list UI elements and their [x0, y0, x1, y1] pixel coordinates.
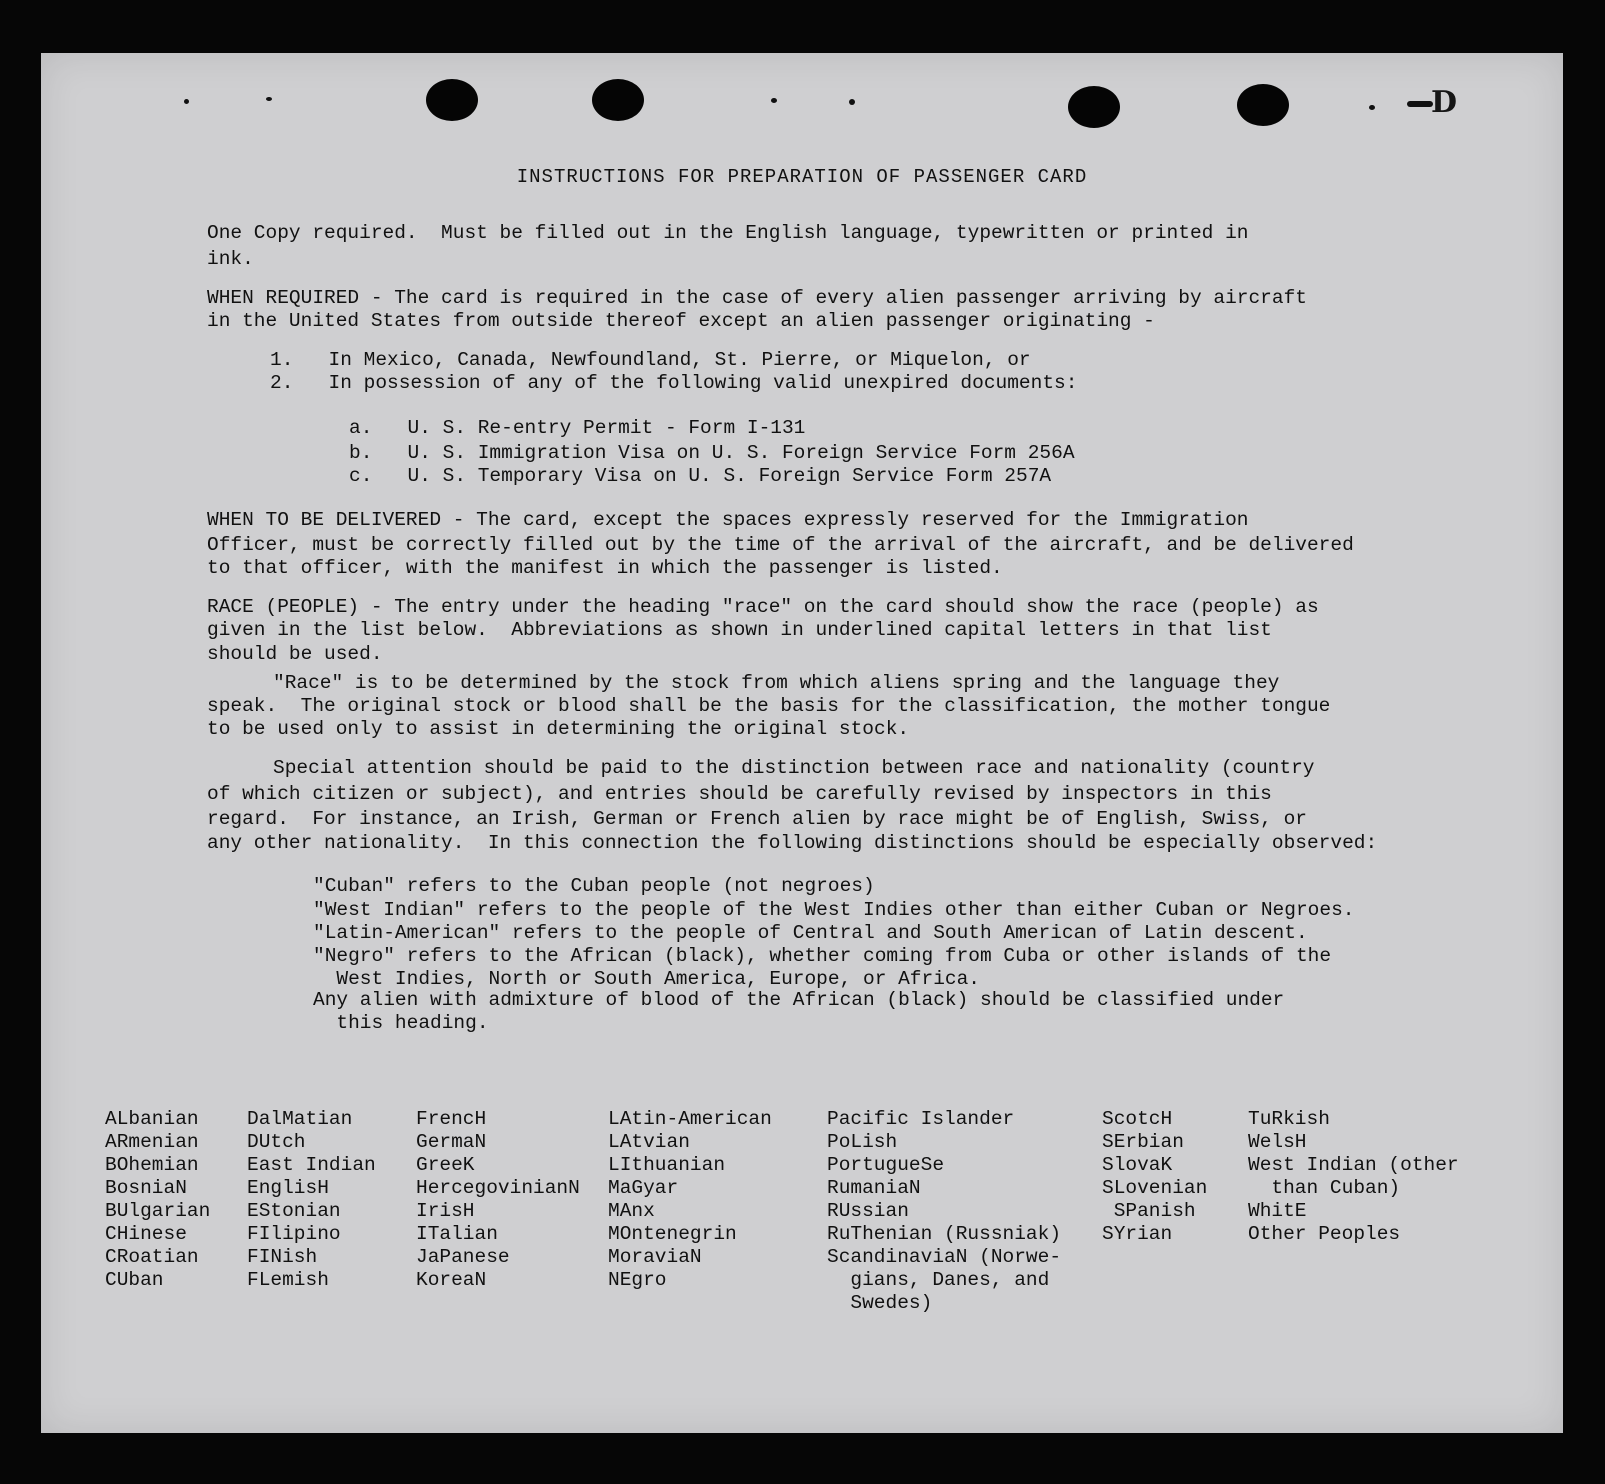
race-entry: LAtin-American	[608, 1108, 772, 1130]
race-entry: HercegovinianN	[416, 1177, 580, 1199]
race-entry: SlovaK	[1102, 1154, 1173, 1176]
race-entry: East Indian	[247, 1154, 376, 1176]
race-entry: SErbian	[1102, 1131, 1184, 1153]
race-entry: ALbanian	[105, 1108, 199, 1130]
paragraph-line: of which citizen or subject), and entries should be carefully revised by inspectors in this	[207, 783, 1272, 805]
race-entry: FIlipino	[247, 1223, 341, 1245]
race-column-7	[1248, 1108, 1459, 1246]
paragraph-line: given in the list below. Abbreviations as shown in underlined capital letters in that list	[207, 619, 1272, 641]
race-list	[105, 1108, 1545, 1338]
race-entry: SPanish	[1102, 1200, 1196, 1222]
race-entry: BosniaN	[105, 1177, 187, 1199]
race-entry: ARmenian	[105, 1131, 199, 1153]
race-entry: Pacific Islander	[827, 1108, 1015, 1130]
race-entry: MAnx	[608, 1200, 655, 1222]
race-column-2	[247, 1108, 376, 1292]
race-entry: FINish	[247, 1246, 318, 1268]
race-entry: WhitE	[1248, 1200, 1307, 1222]
ink-speck	[1407, 101, 1433, 107]
paragraph-line: WHEN REQUIRED - The card is required in the case of every alien passenger arriving by aircraft	[207, 287, 1307, 309]
race-entry: BOhemian	[105, 1154, 199, 1176]
race-entry: FrencH	[416, 1108, 487, 1130]
document-title: INSTRUCTIONS FOR PREPARATION OF PASSENGER CARD	[516, 166, 1088, 188]
race-entry: WelsH	[1248, 1131, 1307, 1153]
race-entry: RUssian	[827, 1200, 909, 1222]
race-entry: LAtvian	[608, 1131, 690, 1153]
paragraph-line: to that officer, with the manifest in which the passenger is listed.	[207, 557, 1003, 579]
race-entry: MaGyar	[608, 1177, 679, 1199]
paragraph-line: "Race" is to be determined by the stock from which aliens spring and the language they	[273, 672, 1280, 694]
race-entry: ITalian	[416, 1223, 498, 1245]
distinction-line: this heading.	[313, 1012, 489, 1034]
race-entry: Other Peoples	[1248, 1223, 1401, 1245]
paragraph-line: RACE (PEOPLE) - The entry under the heading "race" on the card should show the race (people) as	[207, 596, 1319, 618]
sub-list-item: a. U. S. Re-entry Permit - Form I-131	[349, 417, 806, 439]
race-entry: CHinese	[105, 1223, 187, 1245]
distinction-line: "Latin-American" refers to the people of Central and South American of Latin descent.	[313, 922, 1308, 944]
list-item: 2. In possession of any of the following valid unexpired documents:	[270, 372, 1078, 394]
ink-speck	[184, 99, 189, 104]
race-entry: ScotcH	[1102, 1108, 1173, 1130]
race-entry: EnglisH	[247, 1177, 329, 1199]
race-entry: BUlgarian	[105, 1200, 211, 1222]
race-entry: LIthuanian	[608, 1154, 726, 1176]
race-entry: GermaN	[416, 1131, 487, 1153]
race-entry: FLemish	[247, 1269, 329, 1291]
race-entry: CUban	[105, 1269, 164, 1291]
race-entry: IrisH	[416, 1200, 475, 1222]
paragraph-line: ink.	[207, 248, 254, 270]
punch-hole-2	[592, 79, 644, 121]
ink-speck	[1369, 105, 1375, 110]
list-item: 1. In Mexico, Canada, Newfoundland, St. Pierre, or Miquelon, or	[270, 349, 1031, 371]
sub-list-item: b. U. S. Immigration Visa on U. S. Foreign Service Form 256A	[349, 442, 1075, 464]
race-entry: NEgro	[608, 1269, 667, 1291]
race-entry: ScandinaviaN (Norwe-	[827, 1246, 1062, 1268]
race-entry: GreeK	[416, 1154, 475, 1176]
race-entry: JaPanese	[416, 1246, 510, 1268]
paragraph-line: WHEN TO BE DELIVERED - The card, except the spaces expressly reserved for the Immigration	[207, 509, 1249, 531]
race-entry: CRoatian	[105, 1246, 199, 1268]
distinction-line: "Negro" refers to the African (black), whether coming from Cuba or other islands of the	[313, 945, 1332, 967]
race-entry: PoLish	[827, 1131, 898, 1153]
distinction-line: "West Indian" refers to the people of the West Indies other than either Cuban or Negroes.	[313, 899, 1355, 921]
race-column-4	[608, 1108, 772, 1292]
race-entry: PortugueSe	[827, 1154, 945, 1176]
ink-speck	[771, 98, 777, 103]
punch-hole-1	[426, 79, 478, 121]
paragraph-line: One Copy required. Must be filled out in the English language, typewritten or printed in	[207, 222, 1249, 244]
race-entry: West Indian (other	[1248, 1154, 1459, 1176]
race-entry: DalMatian	[247, 1108, 353, 1130]
race-entry: DUtch	[247, 1131, 306, 1153]
race-column-1	[105, 1108, 210, 1292]
race-entry: Swedes)	[827, 1292, 933, 1314]
race-column-3	[416, 1108, 580, 1292]
paragraph-line: in the United States from outside thereof except an alien passenger originating -	[207, 310, 1155, 332]
ink-speck	[849, 99, 855, 105]
distinction-line: "Cuban" refers to the Cuban people (not negroes)	[313, 875, 875, 897]
paragraph-line: regard. For instance, an Irish, German or French alien by race might be of English, Swiss, or	[207, 808, 1307, 830]
race-column-6	[1102, 1108, 1207, 1246]
race-entry: MoraviaN	[608, 1246, 702, 1268]
paragraph-line: should be used.	[207, 643, 383, 665]
handwritten-mark: D	[1431, 85, 1458, 120]
race-entry: than Cuban)	[1248, 1177, 1401, 1199]
paragraph-line: Officer, must be correctly filled out by the time of the arrival of the aircraft, and be delivered	[207, 534, 1354, 556]
sub-list-item: c. U. S. Temporary Visa on U. S. Foreign Service Form 257A	[349, 465, 1052, 487]
distinction-line: Any alien with admixture of blood of the African (black) should be classified under	[313, 989, 1285, 1011]
paragraph-line: Special attention should be paid to the distinction between race and nationality (country	[273, 757, 1315, 779]
paragraph-line: speak. The original stock or blood shall be the basis for the classification, the mother tongue	[207, 695, 1331, 717]
paragraph-line: any other nationality. In this connection the following distinctions should be especially observed:	[207, 832, 1378, 854]
race-entry: RumaniaN	[827, 1177, 921, 1199]
ink-speck	[266, 97, 272, 101]
race-entry: KoreaN	[416, 1269, 487, 1291]
race-entry: SYrian	[1102, 1223, 1173, 1245]
race-entry: TuRkish	[1248, 1108, 1330, 1130]
punch-hole-4	[1237, 84, 1289, 126]
race-column-5	[827, 1108, 1061, 1315]
race-entry: RuThenian (Russniak)	[827, 1223, 1062, 1245]
punch-hole-3	[1068, 86, 1120, 128]
race-entry: gians, Danes, and	[827, 1269, 1050, 1291]
race-entry: MOntenegrin	[608, 1223, 737, 1245]
race-entry: EStonian	[247, 1200, 341, 1222]
race-entry: SLovenian	[1102, 1177, 1208, 1199]
document-page	[41, 53, 1563, 1433]
paragraph-line: to be used only to assist in determining the original stock.	[207, 718, 910, 740]
distinction-line: West Indies, North or South America, Europe, or Africa.	[313, 968, 981, 990]
